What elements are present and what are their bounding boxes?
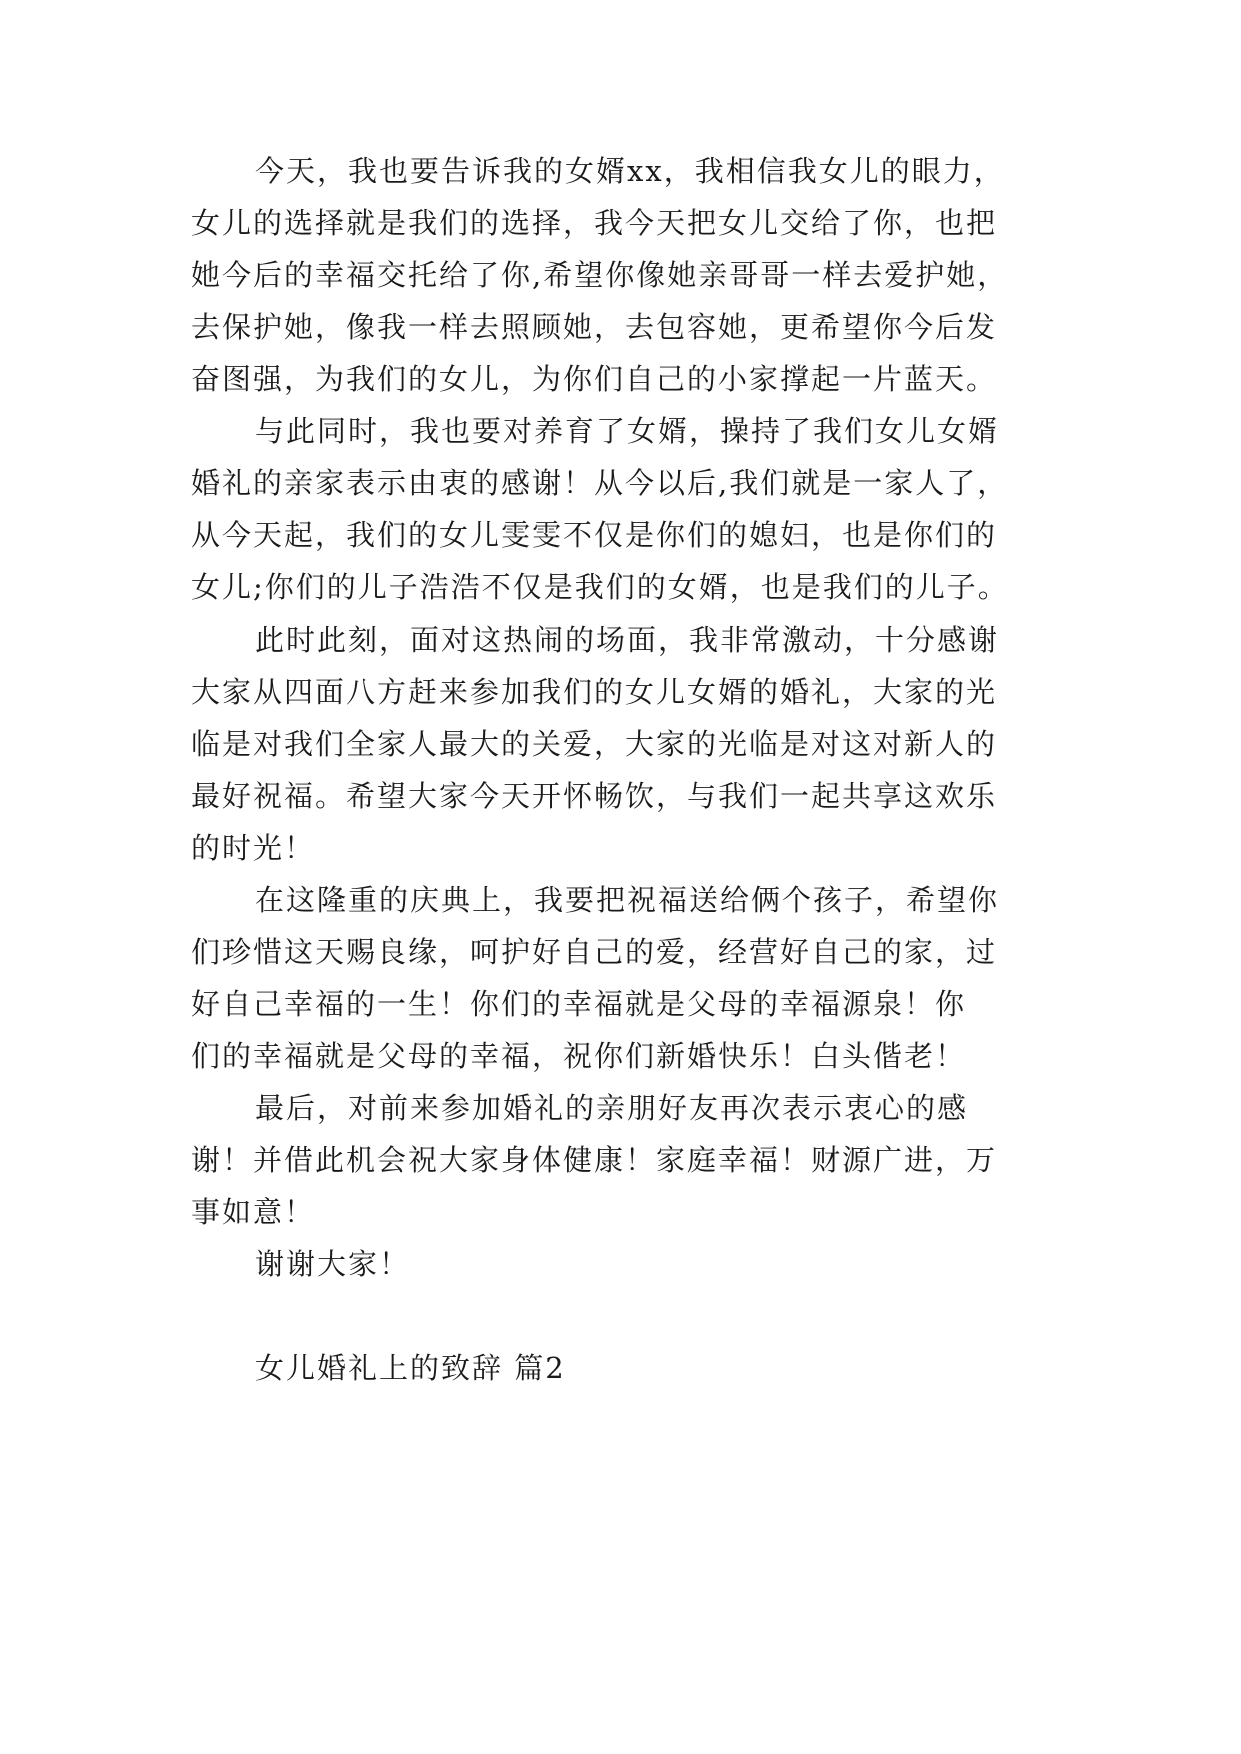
paragraph-3-line-4: 最好祝福。希望大家今天开怀畅饮，与我们一起共享这欢乐: [191, 779, 998, 813]
paragraph-2-line-4: 女儿;你们的儿子浩浩不仅是我们的女婿，也是我们的儿子。: [191, 570, 1009, 604]
paragraph-4-line-1: 在这隆重的庆典上，我要把祝福送给俩个孩子，希望你: [255, 883, 1000, 917]
paragraph-4-line-4: 们的幸福就是父母的幸福，祝你们新婚快乐！白头偕老！: [191, 1039, 967, 1073]
paragraph-5-line-1: 最后，对前来参加婚礼的亲朋好友再次表示衷心的感: [255, 1091, 969, 1125]
paragraph-1-line-5: 奋图强，为我们的女儿，为你们自己的小家撑起一片蓝天。: [191, 362, 998, 396]
paragraph-3-line-3: 临是对我们全家人最大的关爱，大家的光临是对这对新人的: [191, 727, 998, 761]
paragraph-5-line-2: 谢！并借此机会祝大家身体健康！家庭幸福！财源广进，万: [191, 1143, 998, 1177]
paragraph-3-line-2: 大家从四面八方赶来参加我们的女儿女婿的婚礼，大家的光: [191, 675, 998, 709]
section-heading: 女儿婚礼上的致辞 篇2: [255, 1351, 566, 1385]
paragraph-3-line-1: 此时此刻，面对这热闹的场面，我非常激动，十分感谢: [255, 623, 1000, 657]
paragraph-4-line-2: 们珍惜这天赐良缘，呵护好自己的爱，经营好自己的家，过: [191, 935, 998, 969]
paragraph-3-line-5: 的时光！: [191, 831, 316, 865]
paragraph-4-line-3: 好自己幸福的一生！你们的幸福就是父母的幸福源泉！你: [191, 987, 967, 1021]
paragraph-2-line-1: 与此同时，我也要对养育了女婿，操持了我们女儿女婿: [255, 414, 1000, 448]
closing-thanks: 谢谢大家！: [255, 1247, 411, 1281]
paragraph-1-line-1: 今天，我也要告诉我的女婿xx，我相信我女儿的眼力，: [255, 154, 1005, 188]
paragraph-5-line-3: 事如意！: [191, 1195, 316, 1229]
paragraph-2-line-2: 婚礼的亲家表示由衷的感谢！从今以后,我们就是一家人了，: [191, 466, 1009, 500]
paragraph-1-line-3: 她今后的幸福交托给了你,希望你像她亲哥哥一样去爱护她，: [191, 258, 1009, 292]
paragraph-1-line-4: 去保护她，像我一样去照顾她，去包容她，更希望你今后发: [191, 310, 998, 344]
paragraph-1-line-2: 女儿的选择就是我们的选择，我今天把女儿交给了你，也把: [191, 206, 998, 240]
paragraph-2-line-3: 从今天起，我们的女儿雯雯不仅是你们的媳妇，也是你们的: [191, 518, 998, 552]
